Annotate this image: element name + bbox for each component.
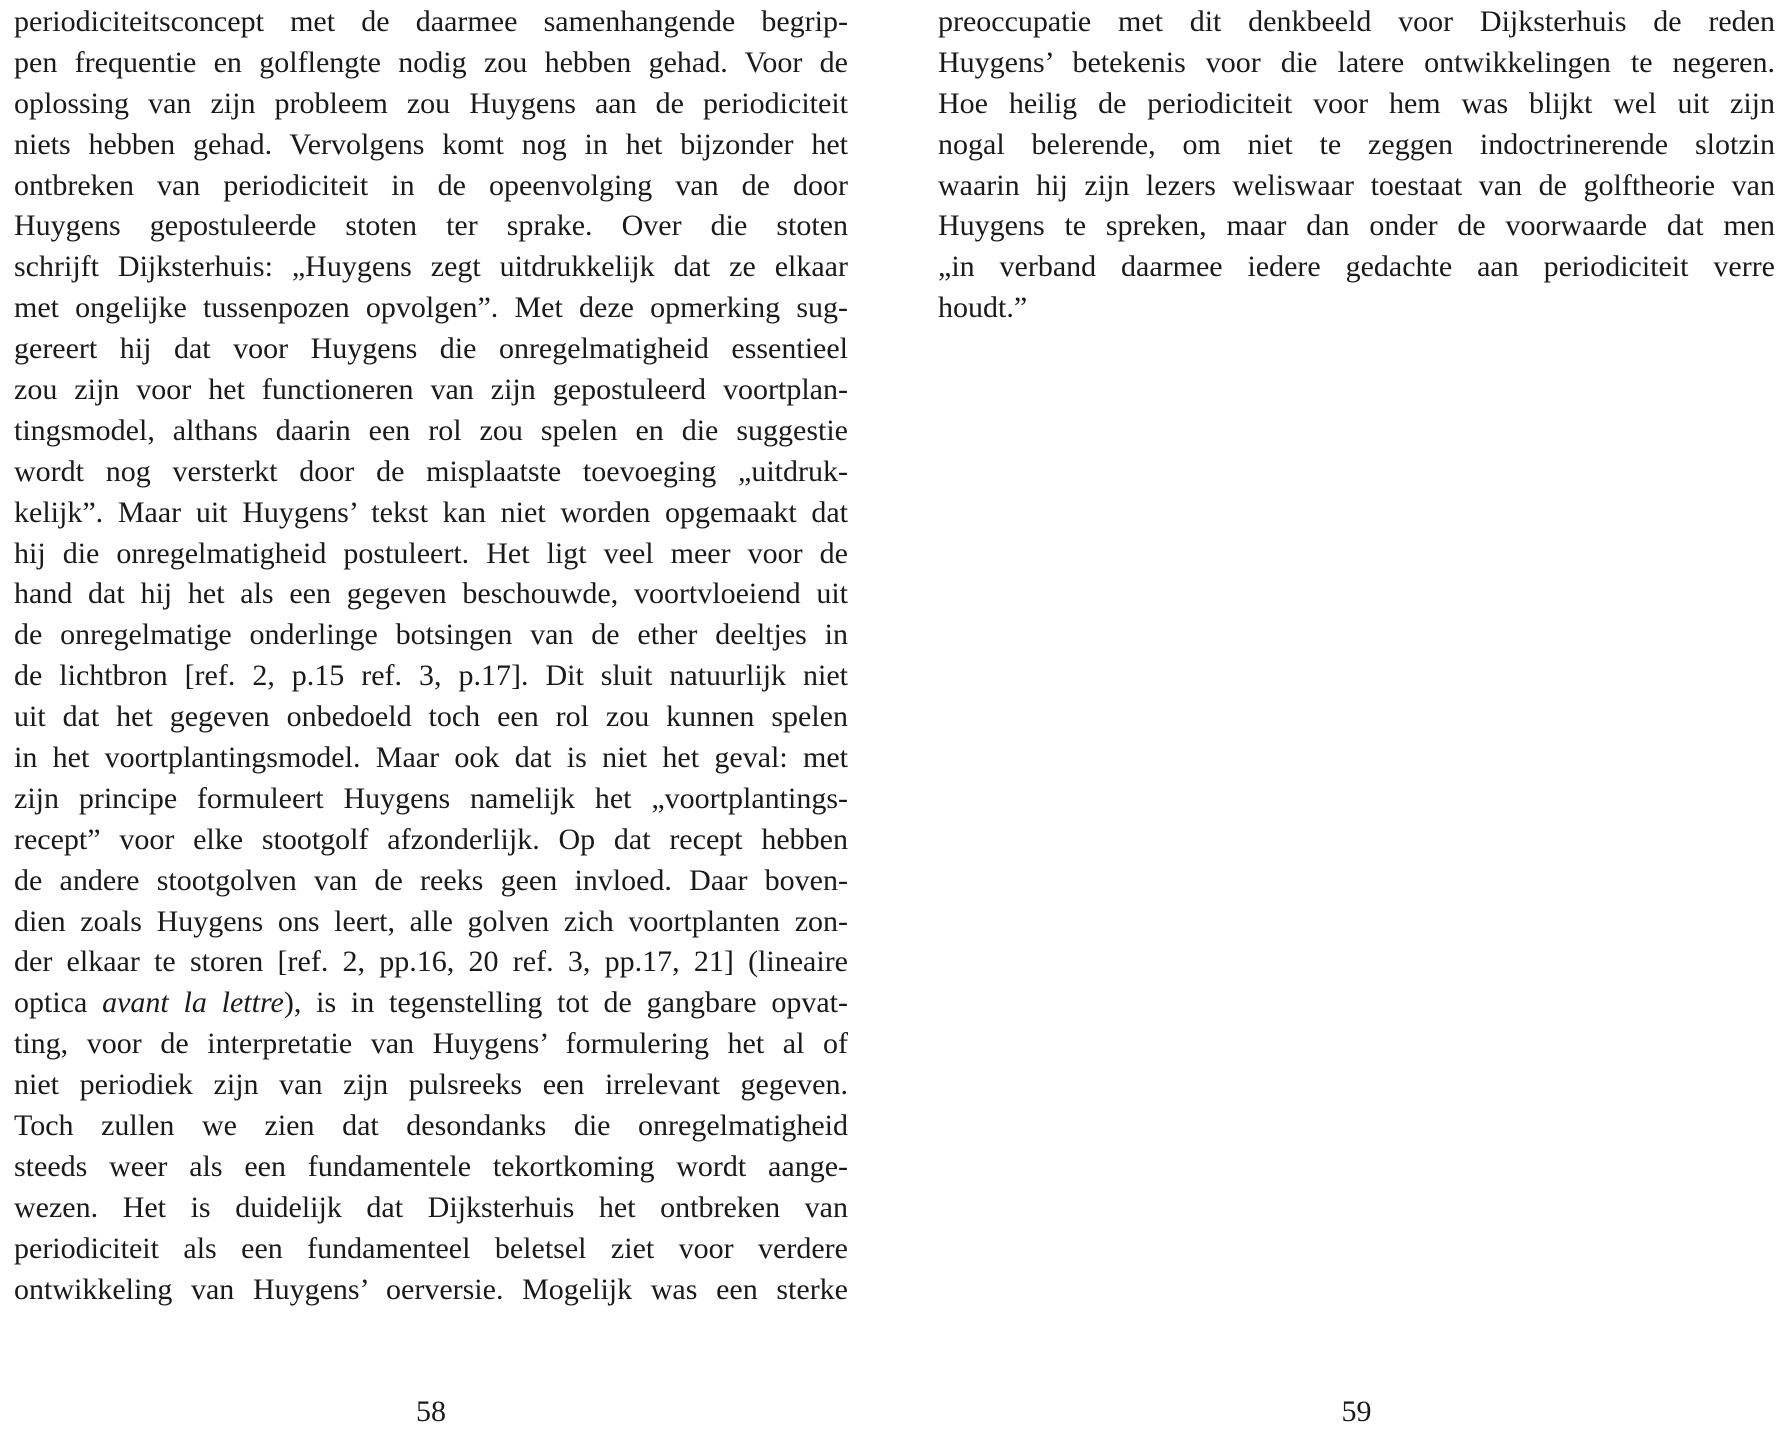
- text-line: de lichtbron [ref. 2, p.15 ref. 3, p.17]. Dit sluit natuurlijk niet: [14, 659, 848, 693]
- text-segment: optica: [14, 986, 103, 1020]
- text-line: periodiciteit als een fundamenteel beletsel ziet voor verdere: [14, 1231, 848, 1265]
- text-segment: ), is in tegenstelling tot de gangbare opvat-: [283, 986, 848, 1020]
- text-line: houdt.”: [938, 291, 1028, 325]
- text-line: de onregelmatige onderlinge botsingen van de ether deeltjes in: [14, 618, 848, 652]
- text-line: in het voortplantingsmodel. Maar ook dat is niet het geval: met: [14, 741, 848, 775]
- text-line: niet periodiek zijn van zijn pulsreeks een irrelevant gegeven.: [14, 1068, 848, 1102]
- page-59-text-column: [938, 2, 1775, 329]
- text-line: preoccupatie met dit denkbeeld voor Dijksterhuis de reden: [938, 5, 1775, 38]
- text-line: tingsmodel, althans daarin een rol zou spelen en die suggestie: [14, 413, 848, 447]
- text-line: ontwikkeling van Huygens’ oerversie. Mogelijk was een sterke: [14, 1272, 848, 1306]
- text-line: Toch zullen we zien dat desondanks die onregelmatigheid: [14, 1109, 848, 1143]
- text-line: Huygens’ betekenis voor die latere ontwikkelingen te negeren.: [938, 45, 1775, 79]
- text-line: recept” voor elke stootgolf afzonderlijk. Op dat recept hebben: [14, 822, 848, 856]
- page-59-number: 59: [1341, 1395, 1372, 1428]
- text-line: ting, voor de interpretatie van Huygens’ formulering het al of: [14, 1027, 848, 1061]
- text-line: der elkaar te storen [ref. 2, pp.16, 20 ref. 3, pp.17, 21] (lineaire: [14, 945, 848, 979]
- text-line: pen frequentie en golflengte nodig zou hebben gehad. Voor de: [14, 45, 848, 79]
- page-58-text-column: [14, 2, 848, 1311]
- text-line: Hoe heilig de periodiciteit voor hem was blijkt wel uit zijn: [938, 86, 1775, 120]
- text-line: Huygens te spreken, maar dan onder de voorwaarde dat men: [938, 209, 1775, 243]
- text-line: uit dat het gegeven onbedoeld toch een rol zou kunnen spelen: [14, 700, 848, 734]
- text-line: [14, 983, 848, 1024]
- text-line: hij die onregelmatigheid postuleert. Het ligt veel meer voor de: [14, 536, 848, 570]
- page-58-number: 58: [416, 1395, 446, 1428]
- text-line: kelijk”. Maar uit Huygens’ tekst kan niet worden opgemaakt dat: [14, 495, 848, 529]
- text-line: de andere stootgolven van de reeks geen invloed. Daar boven-: [14, 863, 848, 897]
- italic-phrase: avant la lettre: [102, 986, 284, 1020]
- text-line: hand dat hij het als een gegeven beschouwde, voortvloeiend uit: [14, 577, 848, 611]
- text-line: niets hebben gehad. Vervolgens komt nog in het bijzonder het: [14, 127, 848, 161]
- text-line: gereert hij dat voor Huygens die onregelmatigheid essentieel: [14, 332, 848, 366]
- text-line: Huygens gepostuleerde stoten ter sprake. Over die stoten: [14, 209, 848, 243]
- text-line: oplossing van zijn probleem zou Huygens aan de periodiciteit: [14, 86, 848, 120]
- text-line: zou zijn voor het functioneren van zijn gepostuleerd voortplan-: [14, 373, 848, 407]
- text-line: zijn principe formuleert Huygens namelijk het „voortplantings-: [14, 781, 848, 815]
- text-line: schrijft Dijksterhuis: „Huygens zegt uitdrukkelijk dat ze elkaar: [14, 250, 848, 284]
- text-line: wezen. Het is duidelijk dat Dijksterhuis het ontbreken van: [14, 1190, 848, 1224]
- text-line: waarin hij zijn lezers weliswaar toestaat van de golftheorie van: [938, 168, 1775, 202]
- text-line: steeds weer als een fundamentele tekortkoming wordt aange-: [14, 1149, 848, 1183]
- text-line: ontbreken van periodiciteit in de opeenvolging van de door: [14, 168, 848, 202]
- text-line: dien zoals Huygens ons leert, alle golven zich voortplanten zon-: [14, 904, 848, 938]
- text-line: wordt nog versterkt door de misplaatste toevoeging „uitdruk-: [14, 454, 848, 488]
- text-line: „in verband daarmee iedere gedachte aan periodiciteit verre: [938, 250, 1775, 284]
- text-line: met ongelijke tussenpozen opvolgen”. Met deze opmerking sug-: [14, 291, 848, 325]
- text-line: nogal belerende, om niet te zeggen indoctrinerende slotzin: [938, 127, 1775, 161]
- text-line: periodiciteitsconcept met de daarmee samenhangende begrip-: [14, 5, 848, 38]
